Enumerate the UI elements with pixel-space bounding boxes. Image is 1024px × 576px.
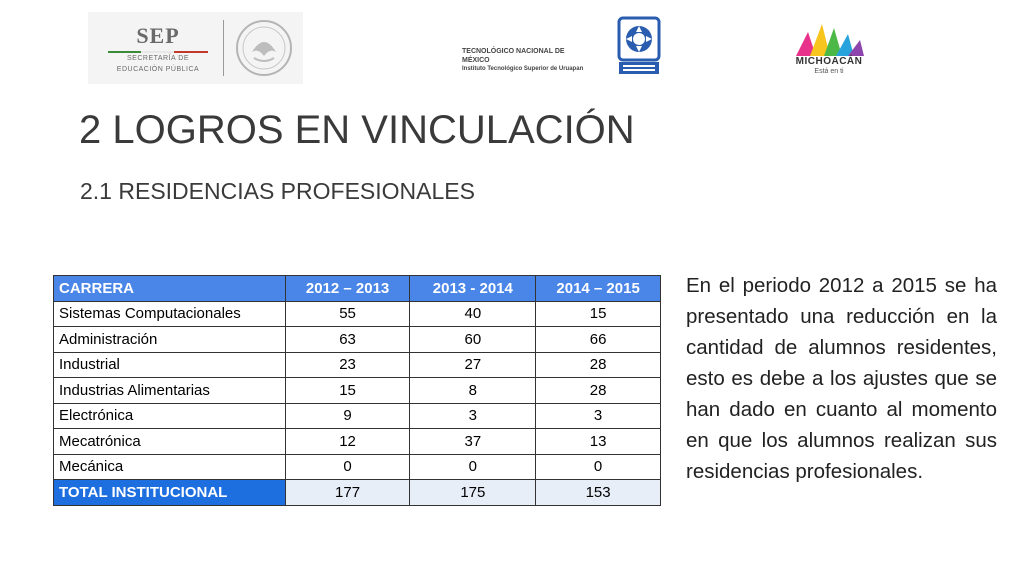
michoacan-name: MICHOACÁN [795,56,863,67]
cell-value: 13 [536,429,661,455]
residencias-table [53,275,661,506]
total-value: 177 [285,480,410,506]
sep-divider [223,20,224,76]
sep-main-text: SEP [136,23,180,48]
cell-value: 63 [285,327,410,353]
cell-value: 0 [285,454,410,480]
national-seal-icon [234,18,294,78]
cell-value: 55 [285,301,410,327]
michoacan-rays-icon [786,18,872,58]
cell-value: 15 [536,301,661,327]
cell-value: 12 [285,429,410,455]
sep-wordmark [108,24,208,74]
cell-carrera: Mecatrónica [54,429,286,455]
table-row [54,454,661,480]
tecnm-logo [462,47,592,73]
table-header-row [54,276,661,302]
table-total-row [54,480,661,506]
header-2013-2014: 2013 - 2014 [410,276,536,302]
sep-sub-line2: EDUCACIÓN PÚBLICA [116,66,200,73]
cell-value: 40 [410,301,536,327]
logo-banner [0,0,1024,95]
table-row [54,403,661,429]
itsu-logo-icon [615,16,667,76]
cell-value: 0 [410,454,536,480]
cell-carrera: Industrias Alimentarias [54,378,286,404]
table-row [54,301,661,327]
summary-paragraph: En el periodo 2012 a 2015 se ha presentado una reducción en la cantidad de alumnos residentes, esto es debe a los ajustes que se han dado en cuanto al momento en que los alumnos realizan sus residencias profesionales. [686,274,997,483]
table-row [54,378,661,404]
cell-value: 27 [410,352,536,378]
page-title: 2 LOGROS EN VINCULACIÓN [79,108,635,152]
table-row [54,327,661,353]
header-2012-2013: 2012 – 2013 [285,276,410,302]
total-label: TOTAL INSTITUCIONAL [54,480,286,506]
page-subtitle: 2.1 RESIDENCIAS PROFESIONALES [80,178,475,204]
table-row [54,352,661,378]
cell-value: 9 [285,403,410,429]
header-carrera: CARRERA [54,276,286,302]
cell-value: 66 [536,327,661,353]
cell-carrera: Mecánica [54,454,286,480]
cell-value: 23 [285,352,410,378]
cell-value: 37 [410,429,536,455]
total-value: 153 [536,480,661,506]
sep-tricolor-bar [108,51,208,53]
cell-value: 28 [536,378,661,404]
sep-sub-line1: SECRETARÍA DE [127,55,189,62]
cell-carrera: Sistemas Computacionales [54,301,286,327]
tecnm-subtitle: Instituto Tecnológico Superior de Uruapan [462,66,584,72]
cell-value: 0 [536,454,661,480]
cell-value: 3 [410,403,536,429]
cell-value: 15 [285,378,410,404]
header-2014-2015: 2014 – 2015 [536,276,661,302]
table-row [54,429,661,455]
cell-value: 3 [536,403,661,429]
cell-carrera: Electrónica [54,403,286,429]
michoacan-tagline: Está en ti [814,68,844,75]
total-value: 175 [410,480,536,506]
cell-value: 8 [410,378,536,404]
tecnm-title: TECNOLÓGICO NACIONAL DE MÉXICO [462,48,565,64]
cell-carrera: Administración [54,327,286,353]
cell-value: 28 [536,352,661,378]
sep-logo [88,12,303,84]
michoacan-logo [786,18,872,80]
cell-value: 60 [410,327,536,353]
cell-carrera: Industrial [54,352,286,378]
